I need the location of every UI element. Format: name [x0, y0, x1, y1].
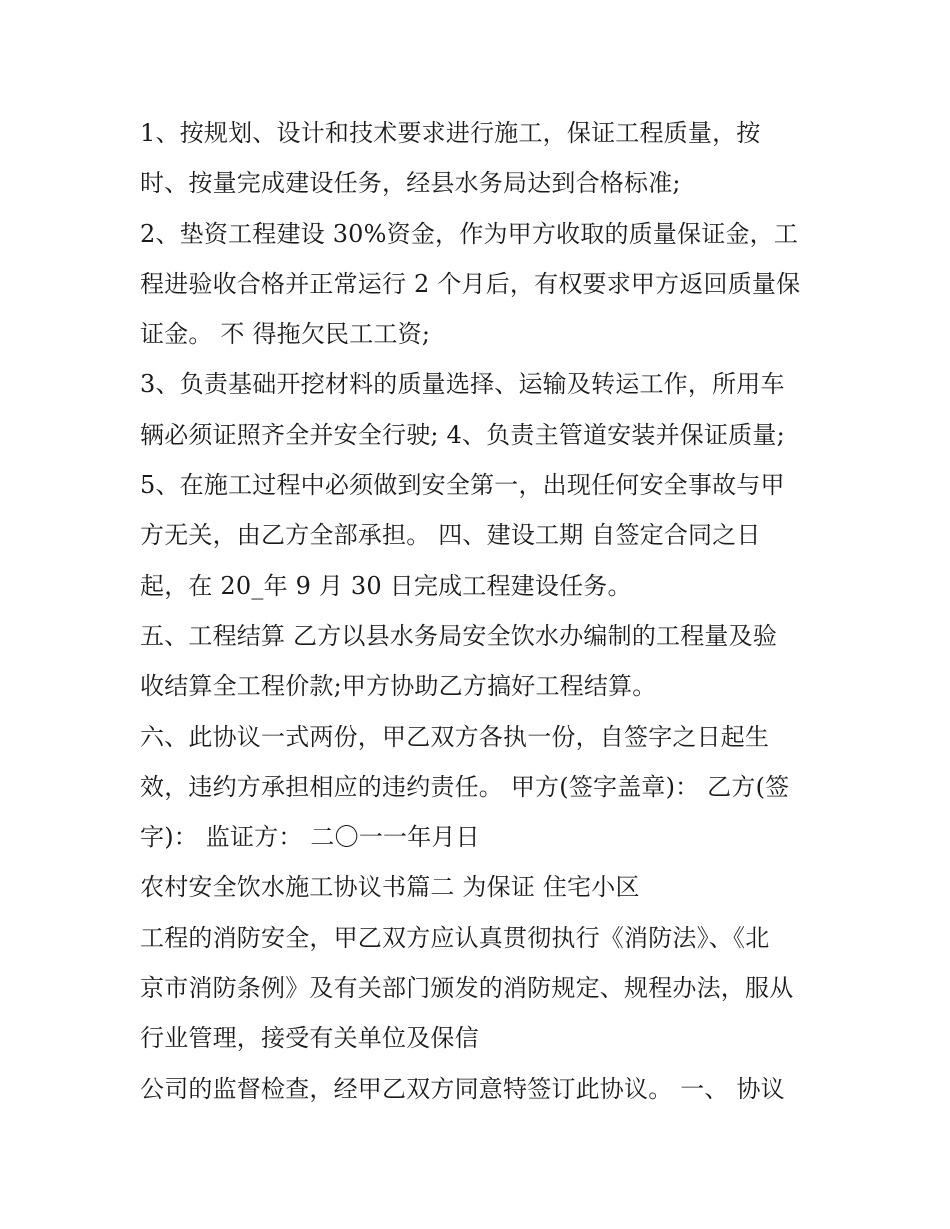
text-line: 公司的监督检查，经甲乙双方同意特签订此协议。 一、 协议: [140, 1074, 785, 1103]
text-line: 1、按规划、设计和技术要求进行施工，保证工程质量，按: [140, 119, 761, 147]
text-line: 方无关，由乙方全部承担。 四、建设工期 自签定合同之日: [140, 521, 761, 550]
text-line: 辆必须证照齐全并安全行驶; 4、负责主管道安装并保证质量;: [140, 420, 785, 449]
text-line: 五、工程结算 乙方以县水务局安全饮水办编制的工程量及验: [140, 621, 778, 650]
text-line: 证金。 不 得拖欠民工工资;: [140, 320, 431, 349]
text-line: 行业管理，接受有关单位及保信: [140, 1024, 479, 1053]
text-line: 六、此协议一式两份，甲乙双方各执一份，自签字之日起生: [140, 722, 770, 751]
text-line: 时、按量完成建设任务，经县水务局达到合格标准;: [140, 169, 681, 198]
text-line: 2、垫资工程建设 30%资金，作为甲方收取的质量保证金，工: [140, 219, 799, 248]
text-line: 程进验收合格并正常运行 2 个月后，有权要求甲方返回质量保: [140, 269, 801, 298]
document-text-body: [140, 108, 820, 1114]
text-line: 京市消防条例》及有关部门颁发的消防规定、规程办法，服从: [140, 974, 794, 1003]
text-line: 5、在施工过程中必须做到安全第一，出现任何安全事故与甲: [140, 471, 785, 500]
text-line: 字)： 监证方： 二〇一一年月日: [140, 823, 480, 852]
text-line: 3、负责基础开挖材料的质量选择、运输及转运工作，所用车: [140, 370, 785, 399]
text-line: 效，违约方承担相应的违约责任。 甲方(签字盖章)： 乙方(签: [140, 772, 790, 801]
text-line: 收结算全工程价款;甲方协助乙方搞好工程结算。: [140, 672, 657, 701]
text-line: 起，在 20_年 9 月 30 日完成工程建设任务。: [140, 571, 632, 600]
section-heading-line: 农村安全饮水施工协议书篇二 为保证 住宅小区: [140, 873, 640, 902]
text-line: 工程的消防安全，甲乙双方应认真贯彻执行《消防法》、《北: [140, 923, 770, 952]
